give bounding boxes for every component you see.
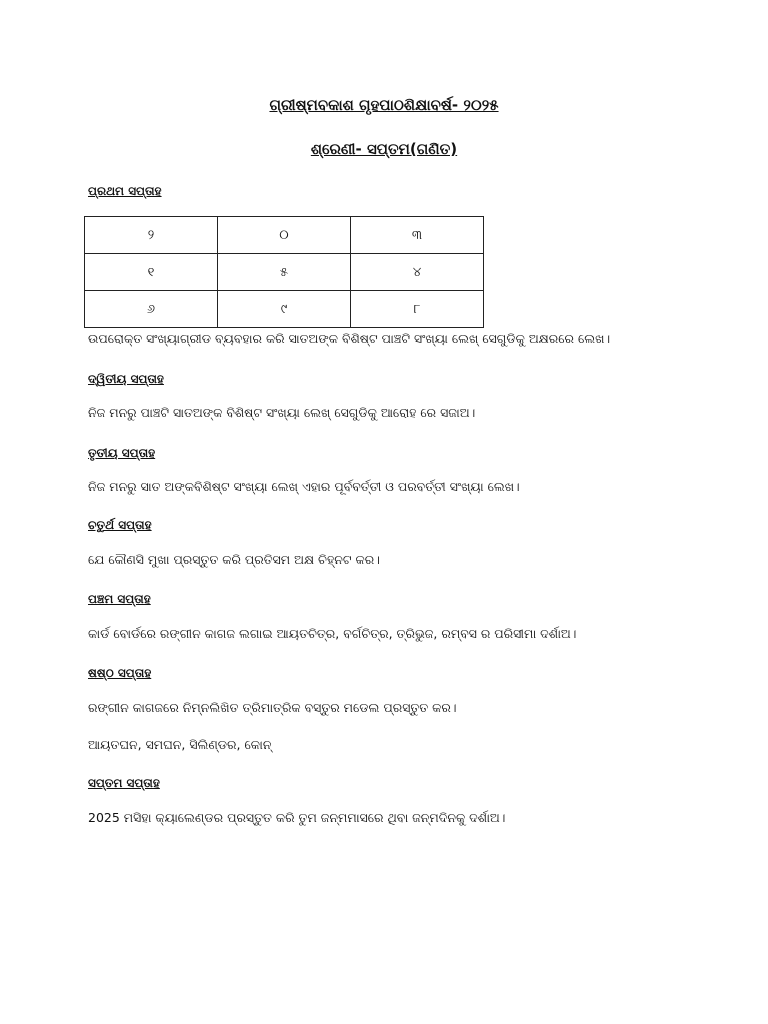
grid-cell: ୩ — [350, 217, 483, 254]
grid-row — [85, 291, 484, 328]
week5-text: କାର୍ଡ ବୋର୍ଡରେ ରଙ୍ଗୀନ କାଗଜ ଲଗାଇ ଆୟତଚିତ୍ର, ବର୍ଗଚିତ୍ର, ତ୍ରିଭୁଜ, ରମ୍ବସ ର ପରିସୀମା ଦର୍ଶାଅ। — [88, 626, 577, 641]
grid-row — [85, 217, 484, 254]
grid-cell: ୬ — [85, 291, 218, 328]
grid-cell: ୪ — [350, 254, 483, 291]
week7-heading: ସପ୍ତମ ସପ୍ତାହ — [88, 776, 160, 790]
week4-heading: ଚତୁର୍ଥ ସପ୍ତାହ — [88, 518, 152, 532]
week3-heading: ତୃତୀୟ ସପ୍ତାହ — [88, 446, 156, 460]
week1-text: ଉପରୋକ୍ତ ସଂଖ୍ୟାଗ୍ରୀଡ ବ୍ୟବହାର କରି ସାତଅଙ୍କ ବିଶିଷ୍ଟ ପାଞ୍ଚଟି ସଂଖ୍ୟା ଲେଖ୍ ସେଗୁଡିକୁ ଅକ୍ଷରରେ ଲେଖ। — [88, 331, 611, 346]
number-grid — [84, 216, 484, 328]
week2-heading: ଦ୍ୱିତୀୟ ସପ୍ତାହ — [88, 372, 164, 386]
grid-cell: ୮ — [350, 291, 483, 328]
week4-text: ଯେ କୌଣସି ମୁଖା ପ୍ରସ୍ତୁତ କରି ପ୍ରତିସମ ଅକ୍ଷ ଚିହ୍ନଟ କର। — [88, 552, 380, 567]
grid-row — [85, 254, 484, 291]
grid-cell: ୦ — [217, 217, 350, 254]
week7-text: 2025 ମସିହା କ୍ୟାଲେଣ୍ଡର ପ୍ରସ୍ତୁତ କରି ତୁମ ଜନ୍ମମାସରେ ଥିବା ଜନ୍ମଦିନକୁ ଦର୍ଶାଅ। — [88, 810, 506, 825]
week3-text: ନିଜ ମନରୁ ସାତ ଅଙ୍କବିଶିଷ୍ଟ ସଂଖ୍ୟା ଲେଖ୍ ଏହାର ପୂର୍ବବର୍ତ୍ତୀ ଓ ପରବର୍ତ୍ତୀ ସଂଖ୍ୟା ଲେଖ। — [88, 479, 520, 494]
week1-heading: ପ୍ରଥମ ସପ୍ତାହ — [88, 184, 162, 198]
week6-text: ରଙ୍ଗୀନ କାଗଜରେ ନିମ୍ନଲିଖିତ ତ୍ରିମାତ୍ରିକ ବସ୍ତୁର ମଡେଲ ପ୍ରସ୍ତୁତ କର। — [88, 700, 457, 715]
week2-text: ନିଜ ମନରୁ ପାଞ୍ଚଟି ସାତଅଙ୍କ ବିଶିଷ୍ଟ ସଂଖ୍ୟା ଲେଖ୍ ସେଗୁଡିକୁ ଆରୋହ ରେ ସଜାଅ। — [88, 405, 476, 420]
week5-heading: ପଞ୍ଚମ ସପ୍ତାହ — [88, 592, 151, 606]
grid-cell: ୨ — [85, 217, 218, 254]
grid-cell: ୧ — [85, 254, 218, 291]
grid-cell: ୯ — [217, 291, 350, 328]
document-subtitle: ଶ୍ରେଣୀ- ସପ୍ତମ(ଗଣିତ) — [310, 140, 458, 158]
week6-heading: ଷଷ୍ଠ ସପ୍ତାହ — [88, 666, 152, 680]
document-title: ଗ୍ରୀଷ୍ମବକାଶ ଗୃହପାଠଶିକ୍ଷାବର୍ଷ- ୨୦୨୫ — [269, 96, 499, 114]
grid-cell: ୫ — [217, 254, 350, 291]
week6-shapes-list: ଆୟତଘନ, ସମଘନ, ସିଲିଣ୍ଡର, କୋନ୍ — [88, 737, 272, 752]
